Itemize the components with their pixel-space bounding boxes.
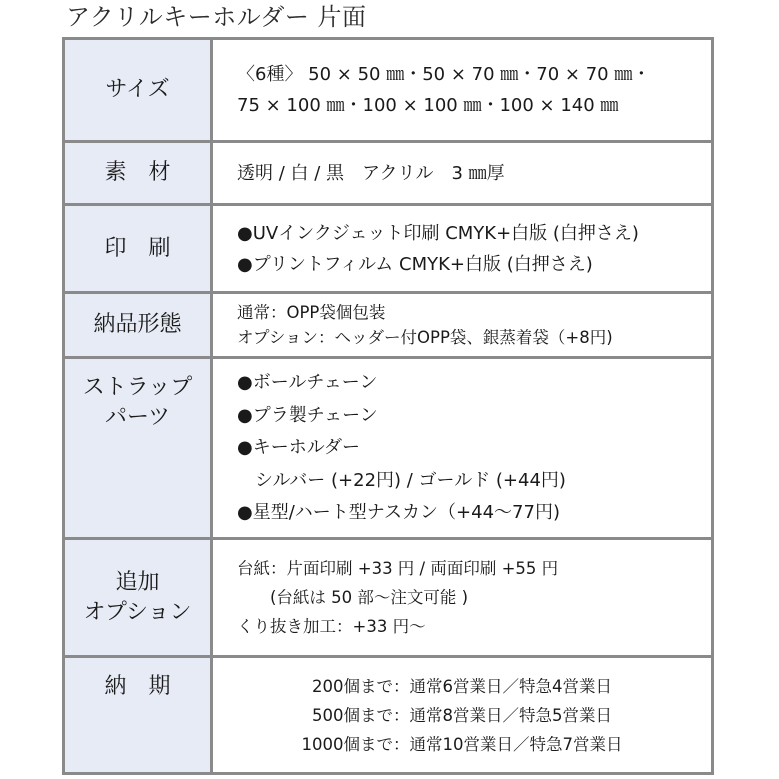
- table-row-printing: [65, 203, 711, 291]
- value-line: 500個まで：通常8営業日／特急5営業日: [312, 705, 612, 725]
- row-label: [65, 359, 213, 537]
- row-value: [213, 294, 711, 356]
- value-line: ●プラ製チェーン: [237, 404, 378, 426]
- row-label-text: ストラップ パーツ: [82, 375, 193, 430]
- row-value: [213, 540, 711, 655]
- table-row-strap-parts: [65, 356, 711, 537]
- value-line: 75 × 100 ㎜・100 × 100 ㎜・100 × 140 ㎜: [237, 95, 619, 116]
- row-label-text: 納 期: [104, 674, 171, 699]
- page-title: アクリルキーホルダー 片面: [66, 3, 367, 31]
- row-label-text: 素 材: [104, 160, 171, 185]
- row-value: [213, 359, 711, 537]
- value-line: くり抜き加工：+33 円〜: [237, 617, 426, 636]
- value-line: ●ボールチェーン: [237, 372, 378, 393]
- value-line: 台紙：片面印刷 +33 円 / 両面印刷 +55 円: [237, 559, 559, 578]
- value-line: 通常：OPP袋個包装: [237, 303, 386, 322]
- row-label: [65, 143, 213, 203]
- value-line: シルバー (+22円) / ゴールド (+44円): [237, 469, 566, 491]
- row-label: [65, 40, 213, 140]
- value-line: 透明 / 白 / 黒 アクリル 3 ㎜厚: [237, 162, 505, 184]
- value-line: ●UVインクジェット印刷 CMYK+白版 (白押さえ): [237, 222, 639, 244]
- row-label-text: サイズ: [105, 77, 170, 102]
- row-value: [213, 143, 711, 203]
- spec-table: [62, 37, 714, 775]
- value-line: 200個まで：通常6営業日／特急4営業日: [312, 676, 612, 696]
- value-line: 〈6種〉 50 × 50 ㎜・50 × 70 ㎜・70 × 70 ㎜・: [237, 64, 651, 85]
- table-row-material: [65, 140, 711, 203]
- value-line: 1000個まで：通常10営業日／特急7営業日: [301, 734, 623, 754]
- row-value: [213, 206, 711, 291]
- table-row-additional-options: [65, 537, 711, 655]
- row-label-text: 納品形態: [93, 312, 182, 337]
- table-row-size: [65, 40, 711, 140]
- value-line: ●星型/ハート型ナスカン（+44〜77円): [237, 502, 560, 523]
- row-label: [65, 540, 213, 655]
- value-line: オプション：ヘッダー付OPP袋、銀蒸着袋（+8円): [237, 328, 613, 347]
- table-row-delivery-form: [65, 291, 711, 356]
- row-label-text: 追加 オプション: [83, 569, 192, 625]
- row-label: [65, 294, 213, 356]
- row-value: [213, 40, 711, 140]
- table-row-lead-time: [65, 655, 711, 772]
- value-line: (台紙は 50 部〜注文可能 ): [237, 588, 469, 607]
- row-label-text: 印 刷: [104, 235, 171, 261]
- row-value: [213, 658, 711, 772]
- value-line: ●プリントフィルム CMYK+白版 (白押さえ): [237, 253, 593, 275]
- value-line: ●キーホルダー: [237, 437, 360, 458]
- row-label: [65, 658, 213, 772]
- row-label: [65, 206, 213, 291]
